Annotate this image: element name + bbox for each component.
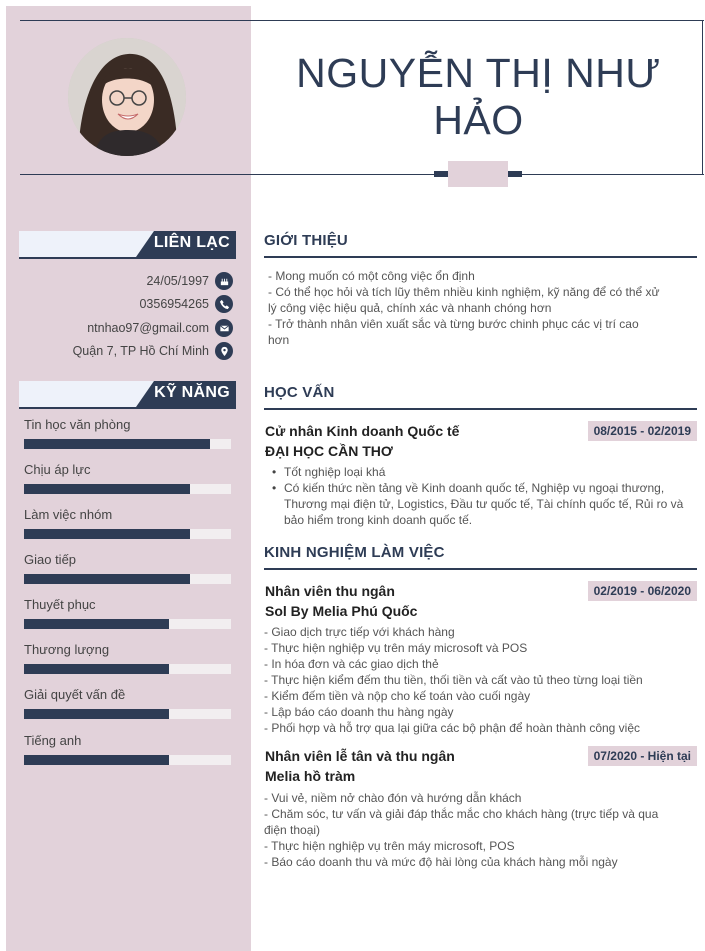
education-degree: Cử nhân Kinh doanh Quốc tế — [265, 423, 460, 439]
duty-line: - In hóa đơn và các giao dịch thẻ — [264, 657, 439, 671]
job-duties — [264, 790, 692, 870]
list-item: • Có kiến thức nền tảng về Kinh doanh quốc tế, Nghiệp vụ ngoại thương, Thương mại điện tử, Logistics, Đầu tư quốc tế, Tài chính quốc tế, Rủi ro và bảo hiểm trong kinh doanh quốc tế. — [270, 480, 696, 528]
skill-label: Giải quyết vấn đề — [24, 687, 126, 702]
skill-item — [24, 642, 231, 662]
job-duties — [264, 624, 692, 736]
duty-line: - Vui vẻ, niềm nở chào đón và hướng dẫn khách — [264, 791, 522, 805]
skills-heading-label: KỸ NĂNG — [154, 384, 230, 401]
skill-item — [24, 733, 231, 753]
contact-email — [87, 318, 233, 338]
header-decoration-right — [508, 171, 522, 177]
skills-heading — [19, 381, 236, 407]
skill-bar-fill — [24, 619, 169, 629]
job-date-badge: 07/2020 - Hiện tại — [588, 746, 697, 766]
header-decoration-box — [448, 161, 508, 187]
phone-text: 0356954265 — [139, 297, 209, 311]
education-bullets — [270, 464, 696, 528]
education-heading-label: HỌC VẤN — [264, 384, 335, 401]
duty-line: - Thực hiện nghiệp vụ trên máy microsoft, POS — [264, 839, 515, 853]
job-company: Sol By Melia Phú Quốc — [265, 603, 418, 619]
skill-bar-fill — [24, 755, 169, 765]
education-heading — [264, 384, 697, 401]
skill-item — [24, 552, 231, 572]
intro-heading — [264, 232, 697, 249]
duty-line: - Lập báo cáo doanh thu hàng ngày — [264, 705, 454, 719]
intro-line: lý công việc hiệu quả, chính xác và nhanh chóng hơn — [268, 301, 552, 315]
candidate-name: NGUYỄN THỊ NHƯ HẢO — [296, 50, 661, 143]
intro-text — [268, 268, 696, 348]
location-pin-icon — [215, 342, 233, 360]
duty-line: - Giao dịch trực tiếp với khách hàng — [264, 625, 455, 639]
header-decoration-left — [434, 171, 448, 177]
skill-item — [24, 507, 231, 527]
job-date-badge: 02/2019 - 06/2020 — [588, 581, 697, 601]
skill-bar-fill — [24, 574, 190, 584]
skill-label: Giao tiếp — [24, 552, 77, 567]
contact-birthday — [146, 271, 233, 291]
intro-heading-label: GIỚI THIỆU — [264, 232, 348, 249]
contact-heading-label: LIÊN LẠC — [153, 234, 230, 251]
skill-label: Thương lượng — [24, 642, 110, 657]
skill-bar — [24, 574, 231, 584]
email-text: ntnhao97@gmail.com — [87, 321, 209, 335]
skill-bar — [24, 664, 231, 674]
skill-bar — [24, 439, 231, 449]
skill-item — [24, 417, 231, 437]
duty-line: - Thực hiện nghiệp vụ trên máy microsoft và POS — [264, 641, 528, 655]
education-school: ĐẠI HỌC CẦN THƠ — [265, 443, 393, 459]
duty-line: - Chăm sóc, tư vấn và giải đáp thắc mắc cho khách hàng (trực tiếp và qua — [264, 807, 659, 821]
address-text: Quận 7, TP Hồ Chí Minh — [72, 344, 209, 358]
skill-bar — [24, 709, 231, 719]
intro-line: - Trở thành nhân viên xuất sắc và từng bước chinh phục các vị trí cao — [268, 317, 639, 331]
duty-line: điện thoại) — [264, 823, 321, 837]
avatar — [68, 38, 186, 156]
duty-line: - Thực hiện kiểm đếm thu tiền, thối tiền và cất vào tủ theo từng loại tiền — [264, 673, 643, 687]
portrait-photo — [68, 38, 186, 156]
skill-label: Tin học văn phòng — [24, 417, 131, 432]
skill-item — [24, 687, 231, 707]
skill-item — [24, 597, 231, 617]
skill-bar-fill — [24, 484, 190, 494]
skill-bar — [24, 484, 231, 494]
experience-heading-label: KINH NGHIỆM LÀM VIỆC — [264, 544, 445, 561]
email-icon — [215, 319, 233, 337]
skill-bar-fill — [24, 664, 169, 674]
contact-phone — [139, 294, 233, 314]
skill-label: Thuyết phục — [24, 597, 96, 612]
birthday-text: 24/05/1997 — [146, 274, 209, 288]
list-item: • Tốt nghiệp loại khá — [270, 464, 696, 480]
skill-bar — [24, 619, 231, 629]
duty-line: - Phối hợp và hỗ trợ qua lại giữa các bộ phận để hoàn thành công việc — [264, 721, 641, 735]
education-date-badge: 08/2015 - 02/2019 — [588, 421, 697, 441]
skill-bar — [24, 755, 231, 765]
job-title: Nhân viên thu ngân — [265, 583, 395, 599]
skill-bar-fill — [24, 439, 210, 449]
skill-bar-fill — [24, 709, 169, 719]
intro-line: - Mong muốn có một công việc ổn định — [268, 269, 475, 283]
skill-label: Làm việc nhóm — [24, 507, 113, 522]
intro-line: hơn — [268, 333, 290, 347]
skill-item — [24, 462, 231, 482]
skill-label: Tiếng anh — [24, 733, 82, 748]
experience-heading — [264, 544, 697, 561]
skill-bar — [24, 529, 231, 539]
duty-line: - Báo cáo doanh thu và mức độ hài lòng của khách hàng mỗi ngày — [264, 855, 618, 869]
birthday-cake-icon — [215, 272, 233, 290]
contact-heading — [19, 231, 236, 257]
duty-line: - Kiểm đếm tiền và nộp cho kế toán vào cuối ngày — [264, 689, 531, 703]
job-company: Melia hồ tràm — [265, 768, 356, 784]
contact-address — [73, 341, 233, 361]
skill-bar-fill — [24, 529, 190, 539]
job-title: Nhân viên lễ tân và thu ngân — [265, 748, 455, 764]
skill-label: Chịu áp lực — [24, 462, 91, 477]
phone-icon — [215, 295, 233, 313]
intro-line: - Có thể học hỏi và tích lũy thêm nhiều kinh nghiệm, kỹ năng để có thể xử — [268, 285, 660, 299]
